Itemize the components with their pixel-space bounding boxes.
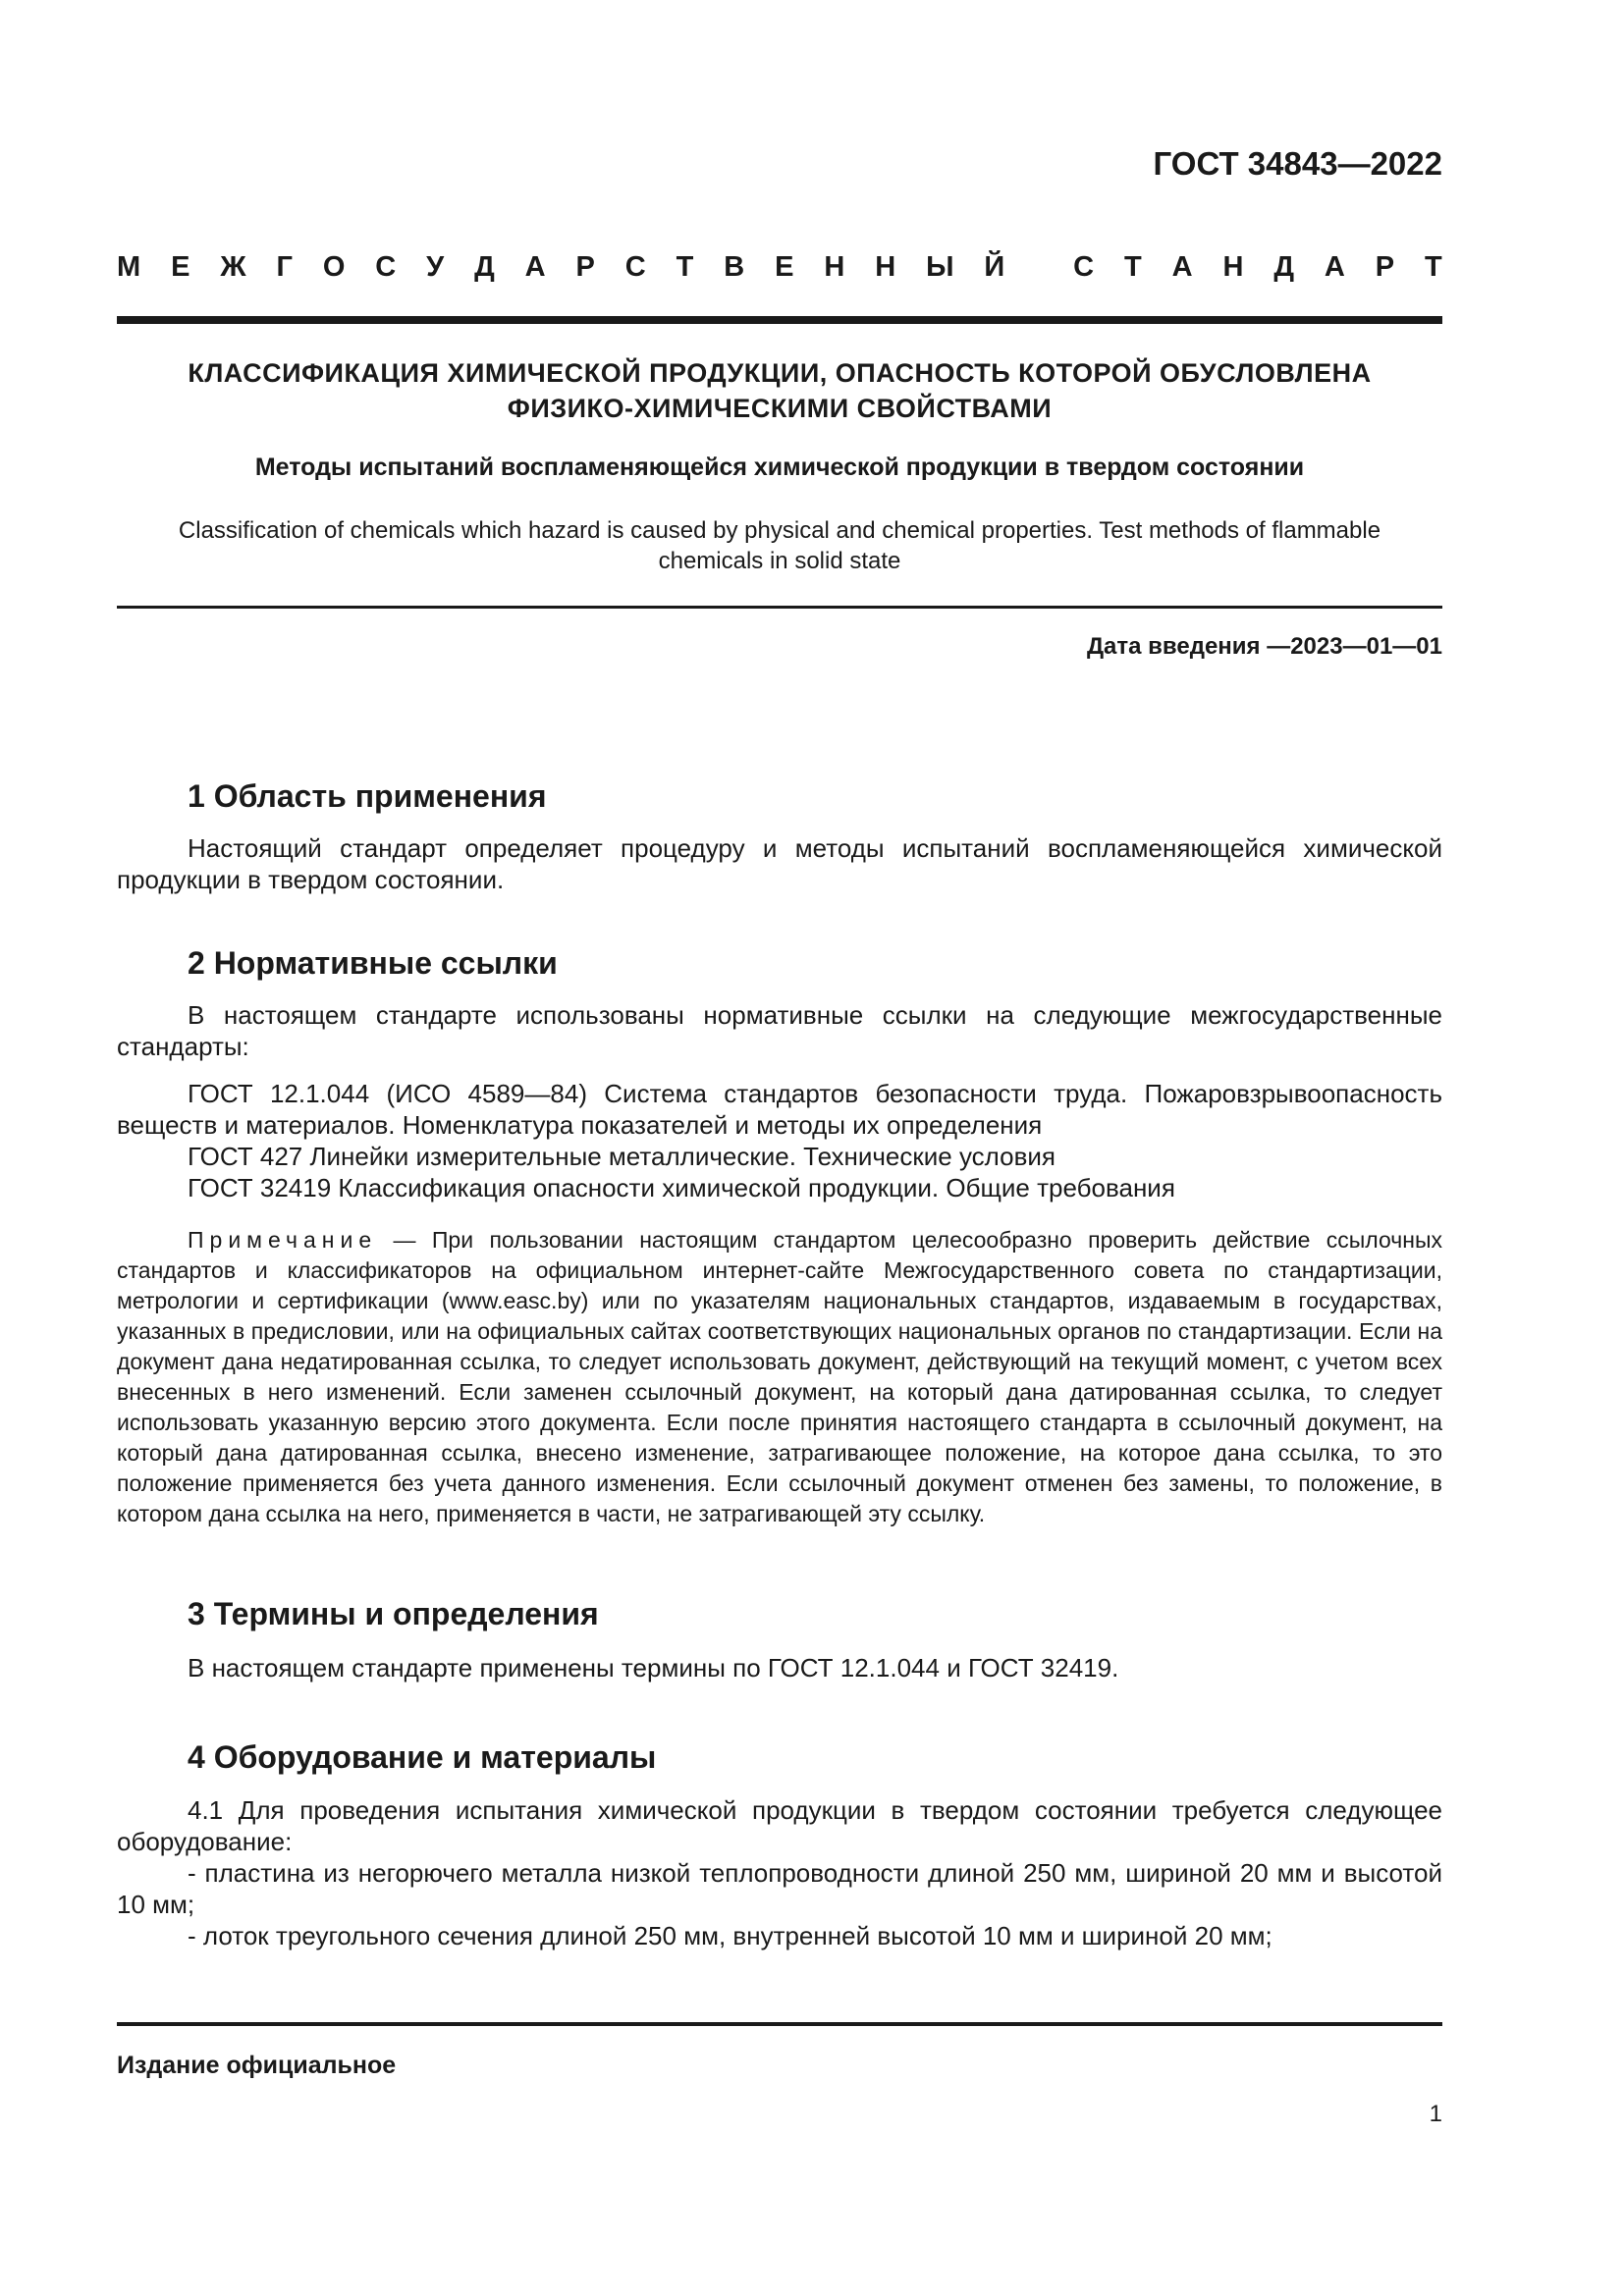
banner-letter: Ы	[926, 251, 954, 283]
normative-note	[117, 1225, 1442, 1529]
banner-letter: Т	[1425, 251, 1442, 283]
section-1-heading: 1 Область применения	[188, 778, 547, 814]
banner-letter: А	[1171, 251, 1193, 283]
title-line-1: КЛАССИФИКАЦИЯ ХИМИЧЕСКОЙ ПРОДУКЦИИ, ОПАСНОСТЬ КОТОРОЙ ОБУСЛОВЛЕНА	[188, 358, 1372, 388]
banner-letter: Н	[824, 251, 845, 283]
section-3-paragraph: В настоящем стандарте применены термины по ГОСТ 12.1.044 и ГОСТ 32419.	[188, 1653, 1119, 1682]
banner-letter: С	[624, 251, 646, 283]
banner-letter: Р	[575, 251, 595, 283]
banner-letter: Д	[474, 251, 495, 283]
interstate-standard-banner	[117, 251, 1442, 284]
banner-letter	[1035, 251, 1043, 284]
section-2-paragraph: В настоящем стандарте использованы нормативные ссылки на следующие межгосударственные стандарты:	[117, 1000, 1442, 1061]
reference-gost-32419: ГОСТ 32419 Классификация опасности химической продукции. Общие требования	[188, 1173, 1175, 1202]
reference-gost-12-1-044: ГОСТ 12.1.044 (ИСО 4589—84) Система стандартов безопасности труда. Пожаровзрывоопасность веществ и материалов. Номенклатура показателей и методы их определения	[117, 1079, 1442, 1140]
document-subtitle: Методы испытаний воспламеняющейся химической продукции в твердом состоянии	[254, 454, 1305, 481]
banner-letter: Н	[1222, 251, 1244, 283]
document-title	[117, 355, 1442, 426]
banner-letter: Е	[775, 251, 794, 283]
banner-letter: С	[375, 251, 397, 283]
banner-letter: Г	[276, 251, 293, 283]
banner-letter: Р	[1375, 251, 1395, 283]
section-4-paragraph: 4.1 Для проведения испытания химической продукции в твердом состоянии требуется следующее оборудование:	[117, 1795, 1442, 1856]
title-rule	[117, 606, 1442, 609]
section-4-heading: 4 Оборудование и материалы	[188, 1739, 657, 1775]
english-title-line-2: chemicals in solid state	[658, 548, 901, 574]
gost-number: ГОСТ 34843—2022	[1153, 145, 1442, 182]
page-number: 1	[1429, 2101, 1442, 2127]
english-title-line-1: Classification of chemicals which hazard is caused by physical and chemical properties. Test methods of flammable	[178, 517, 1381, 544]
reference-gost-427: ГОСТ 427 Линейки измерительные металлические. Технические условия	[188, 1142, 1056, 1171]
equipment-item-plate: - пластина из негорючего металла низкой теплопроводности длиной 250 мм, шириной 20 мм и высотой 10 мм;	[117, 1858, 1442, 1919]
banner-letter: Ж	[220, 251, 246, 283]
banner-letter: С	[1073, 251, 1095, 283]
banner-letter: М	[117, 251, 141, 283]
banner-letter: О	[322, 251, 346, 283]
banner-letter: А	[524, 251, 546, 283]
banner-letter: Д	[1273, 251, 1294, 283]
section-3-heading: 3 Термины и определения	[188, 1596, 599, 1631]
banner-letter: Е	[171, 251, 190, 283]
banner-letter: Т	[676, 251, 694, 283]
banner-letter: Й	[984, 251, 1005, 283]
equipment-item-tray: - лоток треугольного сечения длиной 250 мм, внутренней высотой 10 мм и шириной 20 мм;	[188, 1921, 1272, 1950]
banner-letter: А	[1324, 251, 1345, 283]
banner-letter: В	[724, 251, 745, 283]
official-edition-label: Издание официальное	[117, 2052, 397, 2079]
section-2-heading: 2 Нормативные ссылки	[188, 945, 558, 981]
title-line-2: ФИЗИКО-ХИМИЧЕСКИМИ СВОЙСТВАМИ	[507, 394, 1053, 423]
note-label: Примечание	[188, 1227, 378, 1253]
banner-letter: Т	[1123, 251, 1142, 283]
header-rule	[117, 316, 1442, 324]
banner-letter: Н	[875, 251, 896, 283]
english-title	[117, 515, 1442, 576]
note-text: — При пользовании настоящим стандартом целесообразно проверить действие ссылочных стандартов и классификаторов на официальном интернет-сайте Межгосударственного совета по стандартизации, метрологии и сертификации (www.easc.by) или по указателям национальных стандартов, издаваемым в государствах, указанных в предисловии, или на официальных сайтах соответствующих национальных органов по стандартизации. Если на документ дана недатированная ссылка, то следует использовать документ, действующий на текущий момент, с учетом всех внесенных в него изменений. Если заменен ссылочный документ, на который дана датированная ссылка, то следует использовать указанную версию этого документа. Если после принятия настоящего стандарта в ссылочный документ, на который дана датированная ссылка, внесено изменение, затрагивающее положение, на которое дана ссылка, то это положение применяется без учета данного изменения. Если ссылочный документ отменен без замены, то положение, в котором дана ссылка на него, применяется в части, не затрагивающей эту ссылку.	[117, 1227, 1442, 1526]
footer-rule	[117, 2022, 1442, 2026]
introduction-date: Дата введения —2023—01—01	[1086, 633, 1442, 660]
banner-letter: У	[426, 251, 445, 283]
section-1-paragraph: Настоящий стандарт определяет процедуру и методы испытаний воспламеняющейся химической продукции в твердом состоянии.	[117, 833, 1442, 894]
